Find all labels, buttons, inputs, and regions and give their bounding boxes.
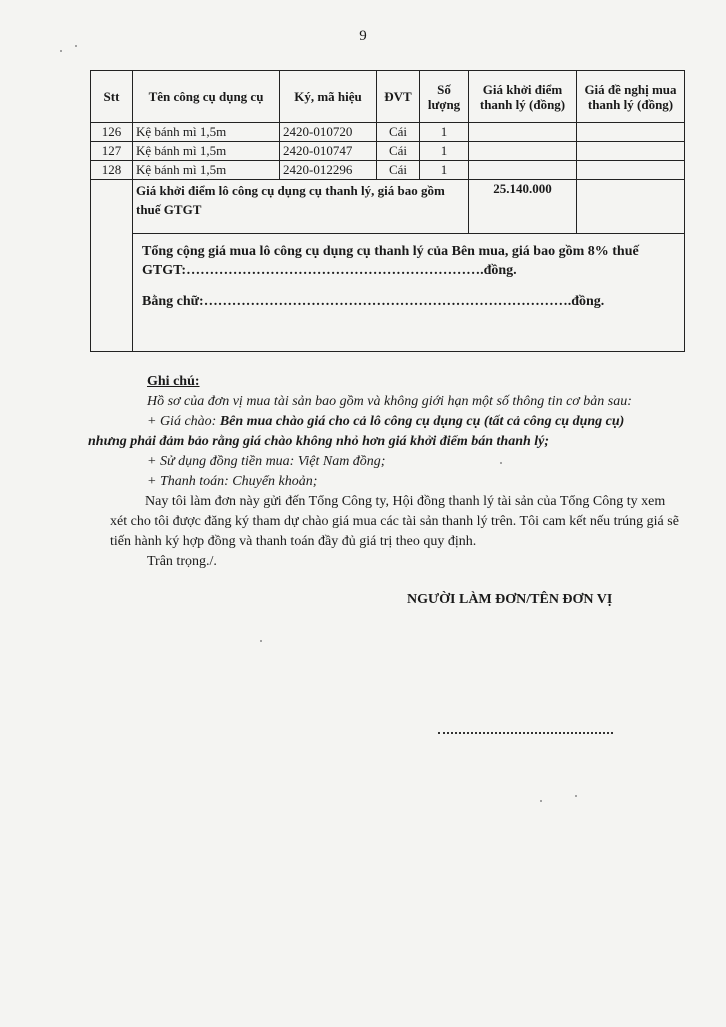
cell-qty: 1 [420,142,469,161]
cell-stt: 128 [91,161,133,180]
cell-stt: 126 [91,123,133,142]
header-name: Tên công cụ dụng cụ [133,71,280,123]
cell-offer-price[interactable] [577,123,685,142]
signer-title: NGƯỜI LÀM ĐƠN/TÊN ĐƠN VỊ [407,592,613,607]
asset-table [90,70,685,352]
scan-speck [575,795,577,797]
table-row [91,142,685,161]
payment-note: + Thanh toán: Chuyển khoản; [147,474,318,489]
total-cell[interactable] [133,234,685,352]
floor-offer-cell[interactable] [577,180,685,234]
scan-speck [260,640,262,642]
cell-qty: 1 [420,161,469,180]
floor-price-label: Giá khởi điểm lô công cụ dụng cụ thanh lý, giá bao gồm thuế GTGT [133,180,469,234]
cell-start-price [469,123,577,142]
floor-price-value: 25.140.000 [469,180,577,234]
header-start-price: Giá khởi điểm thanh lý (đồng) [469,71,577,123]
header-qty: Số lượng [420,71,469,123]
cell-code: 2420-010720 [280,123,377,142]
scan-speck [75,45,77,47]
closing: Trân trọng./. [147,554,217,569]
offer-line-2: nhưng phải đảm bảo rằng giá chào không nhỏ hơn giá khởi điểm bán thanh lý; [88,434,550,449]
request-paragraph: Nay tôi làm đơn này gửi đến Tổng Công ty, Hội đồng thanh lý tài sản của Tổng Công ty xem xét cho tôi được đăng ký tham dự chào giá mua các tài sản thanh lý trên. Tôi cam kết nếu trúng giá sẽ tiến hành ký hợp đồng và thanh toán đầy đủ giá trị theo quy định. [110,494,679,549]
cell-start-price [469,161,577,180]
cell-offer-price[interactable] [577,142,685,161]
scan-speck [60,50,62,52]
cell-stt: 127 [91,142,133,161]
notes-intro: Hồ sơ của đơn vị mua tài sản bao gồm và không giới hạn một số thông tin cơ bản sau: [147,394,632,409]
header-offer-price: Giá đề nghị mua thanh lý (đồng) [577,71,685,123]
amount-in-words: Bằng chữ:…………………………………………………………………….đồng. [142,294,605,309]
blank-stt-cell [91,180,133,352]
floor-price-row [91,180,685,234]
cell-unit: Cái [377,123,420,142]
signature-line[interactable] [438,726,613,734]
scan-speck [540,800,542,802]
table-row [91,161,685,180]
cell-qty: 1 [420,123,469,142]
header-code: Ký, mã hiệu [280,71,377,123]
page-number: 9 [359,28,367,44]
offer-prefix: + Giá chào: [147,414,220,429]
notes-section [88,372,687,572]
currency-note: + Sử dụng đồng tiền mua: Việt Nam đồng; [147,454,386,469]
offer-note [112,412,687,432]
cell-code: 2420-012296 [280,161,377,180]
notes-title: Ghi chú: [147,374,200,389]
total-row [91,234,685,352]
header-stt: Stt [91,71,133,123]
cell-start-price [469,142,577,161]
table-header-row [91,71,685,123]
cell-code: 2420-010747 [280,142,377,161]
cell-unit: Cái [377,161,420,180]
cell-name: Kệ bánh mì 1,5m [133,161,280,180]
total-purchase-price: Tổng cộng giá mua lô công cụ dụng cụ thanh lý của Bên mua, giá bao gồm 8% thuế GTGT:……………………………………………………….đồng. [142,244,639,278]
cell-name: Kệ bánh mì 1,5m [133,142,280,161]
table-row [91,123,685,142]
header-unit: ĐVT [377,71,420,123]
cell-unit: Cái [377,142,420,161]
cell-offer-price[interactable] [577,161,685,180]
cell-name: Kệ bánh mì 1,5m [133,123,280,142]
offer-line-1: Bên mua chào giá cho cả lô công cụ dụng cụ (tất cả công cụ dụng cụ) [219,414,625,429]
scan-speck [500,462,502,464]
